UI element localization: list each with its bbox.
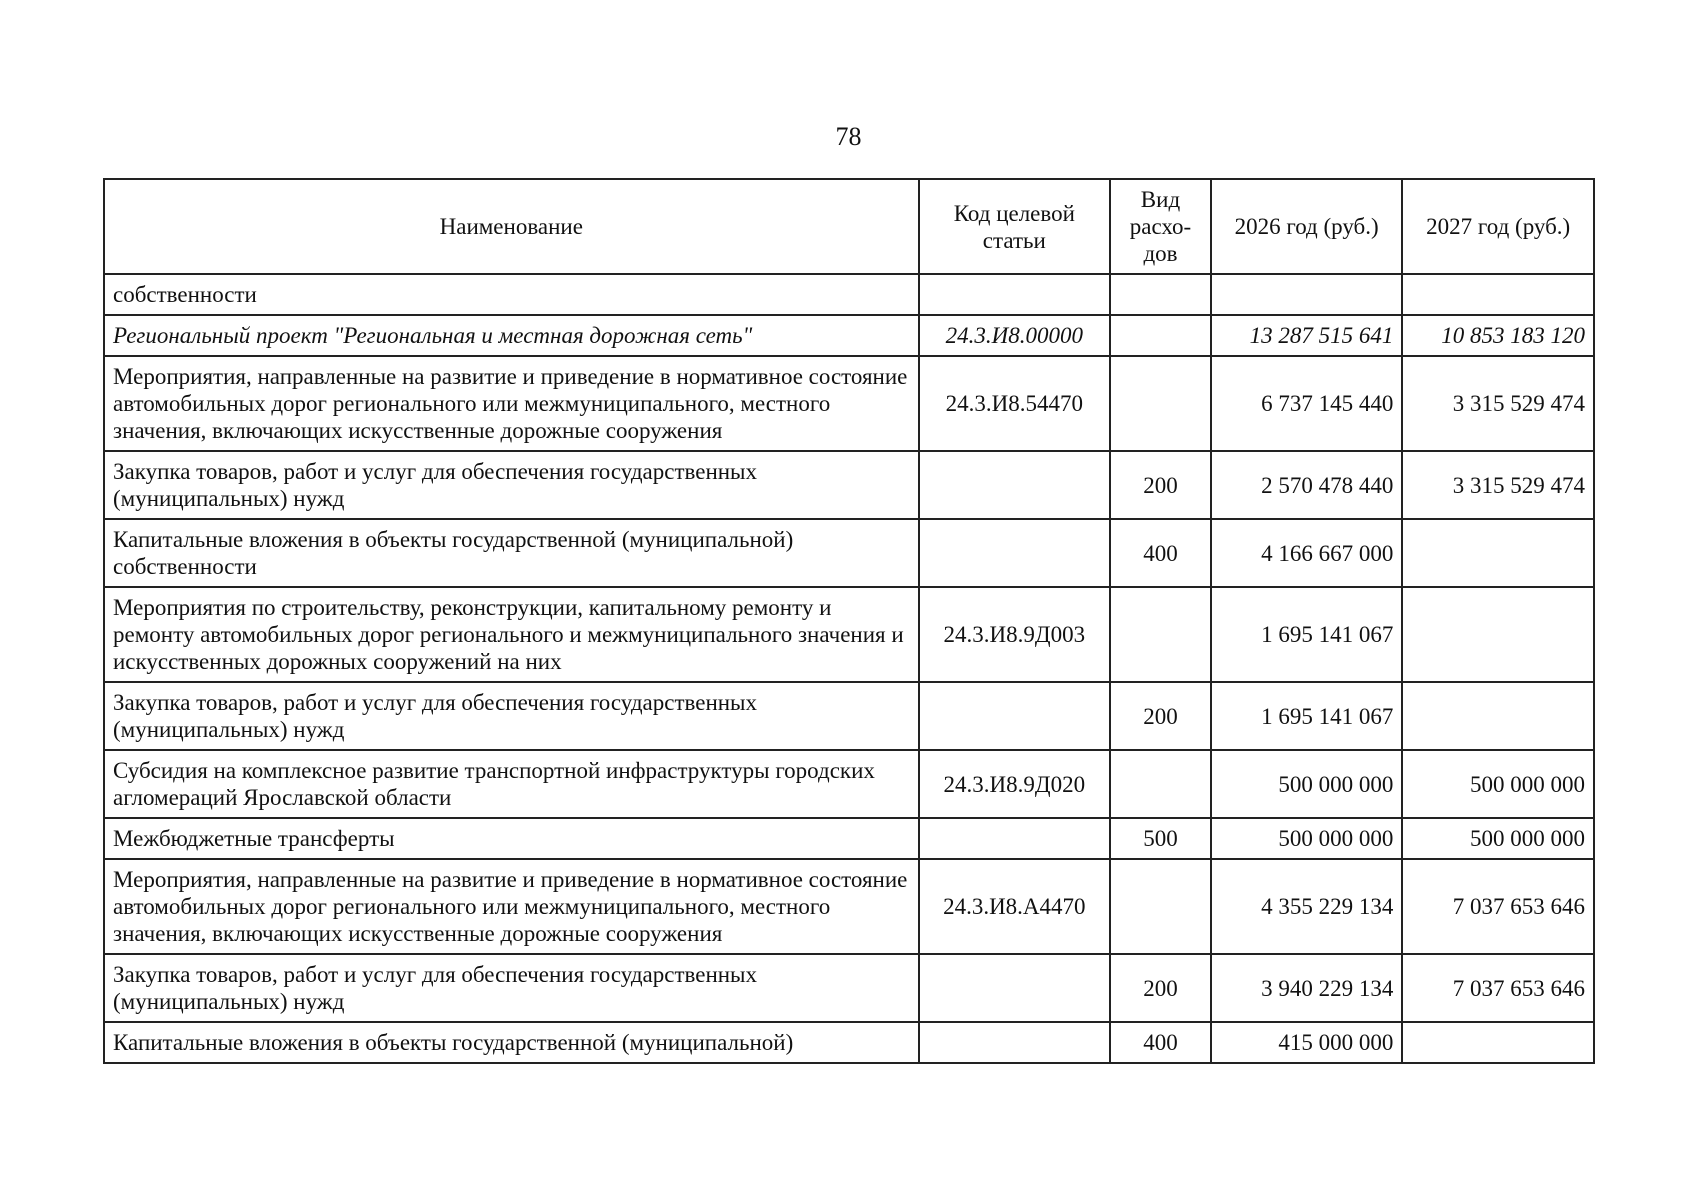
row-type-cell — [1110, 274, 1211, 315]
table-row — [104, 954, 1594, 1022]
row-2027-amount-cell: 3 315 529 474 — [1402, 451, 1594, 519]
page-number: 78 — [835, 122, 862, 151]
row-name-cell: собственности — [104, 274, 919, 315]
row-code-cell — [919, 954, 1111, 1022]
row-type-cell — [1110, 315, 1211, 356]
table-row — [104, 682, 1594, 750]
row-name-cell: Мероприятия, направленные на развитие и приведение в нормативное состояние автомобильных дорог регионального или межмуниципального, местного значения, включающих искусственные дорожные сооружения — [104, 859, 919, 954]
row-type-cell — [1110, 859, 1211, 954]
row-code-cell: 24.3.И8.9Д020 — [919, 750, 1111, 818]
row-type-cell: 200 — [1110, 451, 1211, 519]
row-code-cell — [919, 818, 1111, 859]
row-2026-amount-cell: 4 166 667 000 — [1211, 519, 1403, 587]
row-type-cell: 200 — [1110, 682, 1211, 750]
table-row — [104, 859, 1594, 954]
row-name-cell: Межбюджетные трансферты — [104, 818, 919, 859]
row-2027-amount-cell: 3 315 529 474 — [1402, 356, 1594, 451]
row-code-cell: 24.3.И8.9Д003 — [919, 587, 1111, 682]
row-2027-amount-cell: 7 037 653 646 — [1402, 954, 1594, 1022]
header-code: Код целевой статьи — [919, 179, 1111, 274]
row-2027-amount-cell: 7 037 653 646 — [1402, 859, 1594, 954]
row-2026-amount-cell: 500 000 000 — [1211, 750, 1403, 818]
row-2027-amount-cell: 500 000 000 — [1402, 750, 1594, 818]
row-name-cell: Мероприятия, направленные на развитие и приведение в нормативное состояние автомобильных дорог регионального или межмуниципального, местного значения, включающих искусственные дорожные сооружения — [104, 356, 919, 451]
table-row — [104, 274, 1594, 315]
row-type-cell — [1110, 587, 1211, 682]
row-name-cell: Закупка товаров, работ и услуг для обеспечения государственных (муниципальных) нужд — [104, 451, 919, 519]
table-row — [104, 818, 1594, 859]
row-code-cell: 24.3.И8.00000 — [919, 315, 1111, 356]
row-2027-amount-cell — [1402, 274, 1594, 315]
row-2026-amount-cell: 1 695 141 067 — [1211, 587, 1403, 682]
row-2027-amount-cell — [1402, 682, 1594, 750]
row-name-cell: Капитальные вложения в объекты государственной (муниципальной) — [104, 1022, 919, 1063]
table-row — [104, 315, 1594, 356]
row-2026-amount-cell: 4 355 229 134 — [1211, 859, 1403, 954]
row-type-cell: 200 — [1110, 954, 1211, 1022]
row-name-cell: Капитальные вложения в объекты государственной (муниципальной) собственности — [104, 519, 919, 587]
row-2027-amount-cell — [1402, 519, 1594, 587]
table-row — [104, 750, 1594, 818]
row-code-cell — [919, 682, 1111, 750]
table-row — [104, 451, 1594, 519]
row-2027-amount-cell: 10 853 183 120 — [1402, 315, 1594, 356]
row-2027-amount-cell: 500 000 000 — [1402, 818, 1594, 859]
table-row — [104, 587, 1594, 682]
row-2026-amount-cell: 2 570 478 440 — [1211, 451, 1403, 519]
table-body — [104, 274, 1594, 1063]
row-name-cell: Мероприятия по строительству, реконструкции, капитальному ремонту и ремонту автомобильных дорог регионального и межмуниципального значения и искусственных дорожных сооружений на них — [104, 587, 919, 682]
row-code-cell — [919, 274, 1111, 315]
row-name-cell: Закупка товаров, работ и услуг для обеспечения государственных (муниципальных) нужд — [104, 954, 919, 1022]
row-code-cell: 24.3.И8.А4470 — [919, 859, 1111, 954]
row-code-cell — [919, 519, 1111, 587]
row-2026-amount-cell: 13 287 515 641 — [1211, 315, 1403, 356]
row-name-cell: Закупка товаров, работ и услуг для обеспечения государственных (муниципальных) нужд — [104, 682, 919, 750]
header-year-2026: 2026 год (руб.) — [1211, 179, 1403, 274]
table-row — [104, 519, 1594, 587]
table-header-row — [104, 179, 1594, 274]
row-name-cell: Субсидия на комплексное развитие транспортной инфраструктуры городских агломераций Ярославской области — [104, 750, 919, 818]
row-2026-amount-cell: 500 000 000 — [1211, 818, 1403, 859]
header-type: Вид расхо-дов — [1110, 179, 1211, 274]
row-2026-amount-cell: 3 940 229 134 — [1211, 954, 1403, 1022]
budget-table — [103, 178, 1595, 1064]
row-2026-amount-cell — [1211, 274, 1403, 315]
row-type-cell — [1110, 356, 1211, 451]
row-code-cell — [919, 451, 1111, 519]
row-code-cell — [919, 1022, 1111, 1063]
row-2026-amount-cell: 6 737 145 440 — [1211, 356, 1403, 451]
row-type-cell: 400 — [1110, 1022, 1211, 1063]
header-name: Наименование — [104, 179, 919, 274]
row-type-cell: 400 — [1110, 519, 1211, 587]
header-year-2027: 2027 год (руб.) — [1402, 179, 1594, 274]
table-row — [104, 1022, 1594, 1063]
row-2026-amount-cell: 1 695 141 067 — [1211, 682, 1403, 750]
table-row — [104, 356, 1594, 451]
row-type-cell: 500 — [1110, 818, 1211, 859]
row-type-cell — [1110, 750, 1211, 818]
row-2026-amount-cell: 415 000 000 — [1211, 1022, 1403, 1063]
row-name-cell: Региональный проект "Региональная и местная дорожная сеть" — [104, 315, 919, 356]
row-2027-amount-cell — [1402, 1022, 1594, 1063]
row-2027-amount-cell — [1402, 587, 1594, 682]
row-code-cell: 24.3.И8.54470 — [919, 356, 1111, 451]
